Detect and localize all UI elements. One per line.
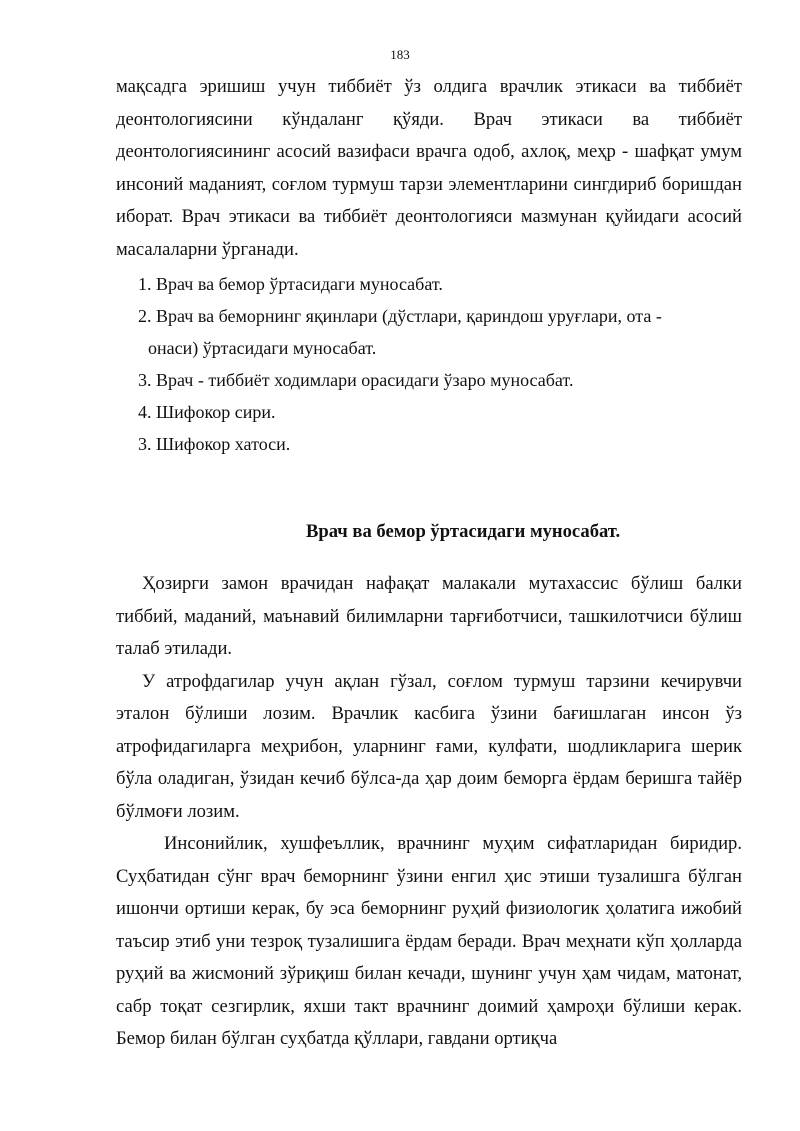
list-item-line: 2. Врач ва беморнинг яқинлари (дўстлари, қариндош уруғлари, ота - [138, 306, 662, 326]
list-item: 3. Шифокор хатоси. [138, 434, 291, 454]
section-paragraph: Ҳозирги замон врачидан нафақат малакали мутахассис бўлиш балки тиббий, маданий, маънавий билимларни тарғиботчиси, ташкилотчиси бўлиш талаб этилади. [116, 573, 742, 659]
intro-paragraph: мақсадга эришиш учун тиббиёт ўз олдига врачлик этикаси ва тиббиёт деонтологиясини кўндаланг қўяди. Врач этикаси ва тиббиёт деонтологиясининг асосий вазифаси врачга одоб, ахлоқ, меҳр - шафқат умум инсоний маданият, соғлом турмуш тарзи элементларини сингдириб боришдан иборат. Врач этикаси ва тиббиёт деонтологияси мазмунан қуйидаги асосий масалаларни ўрганади. [116, 76, 742, 260]
section-heading: Врач ва бемор ўртасидаги муносабат. [306, 521, 621, 542]
list-item [138, 300, 718, 364]
section-paragraph: Инсонийлик, хушфеъллик, врачнинг муҳим сифатларидан биридир. Суҳбатидан сўнг врач беморнинг ўзини енгил ҳис этиши тузалишга бўлган ишончи ортиши керак, бу эса беморнинг руҳий физиологик ҳолатига ижобий таъсир этиб уни тезроқ тузалишига ёрдам беради. Врач меҳнати кўп ҳолларда руҳий ва жисмоний зўриқиш билан кечади, шунинг учун ҳам чидам, матонат, сабр тоқат сезгирлик, яхши такт врачнинг доимий ҳамроҳи бўлиши керак. Бемор билан бўлган суҳбатда қўллари, гавдани ортиқча [116, 833, 742, 1049]
section-paragraph: У атрофдагилар учун ақлан гўзал, соғлом турмуш тарзини кечирувчи эталон бўлиши лозим. Врачлик касбига ўзини бағишлаган инсон ўз атрофидагиларга меҳрибон, уларнинг ғами, кулфати, шодликларига шерик бўла оладиган, ўзидан кечиб бўлса-да ҳар доим беморга ёрдам беришга тайёр бўлмоғи лозим. [116, 670, 742, 822]
topics-list [138, 268, 718, 460]
list-item: 1. Врач ва бемор ўртасидаги муносабат. [138, 274, 443, 294]
list-item-continuation: онаси) ўртасидаги муносабат. [148, 338, 377, 358]
list-item: 4. Шифокор сири. [138, 402, 276, 422]
list-item: 3. Врач - тиббиёт ходимлари орасидаги ўзаро муносабат. [138, 370, 574, 390]
section-body [116, 568, 742, 1056]
page-number: 183 [390, 47, 410, 62]
intro-block [116, 71, 742, 266]
